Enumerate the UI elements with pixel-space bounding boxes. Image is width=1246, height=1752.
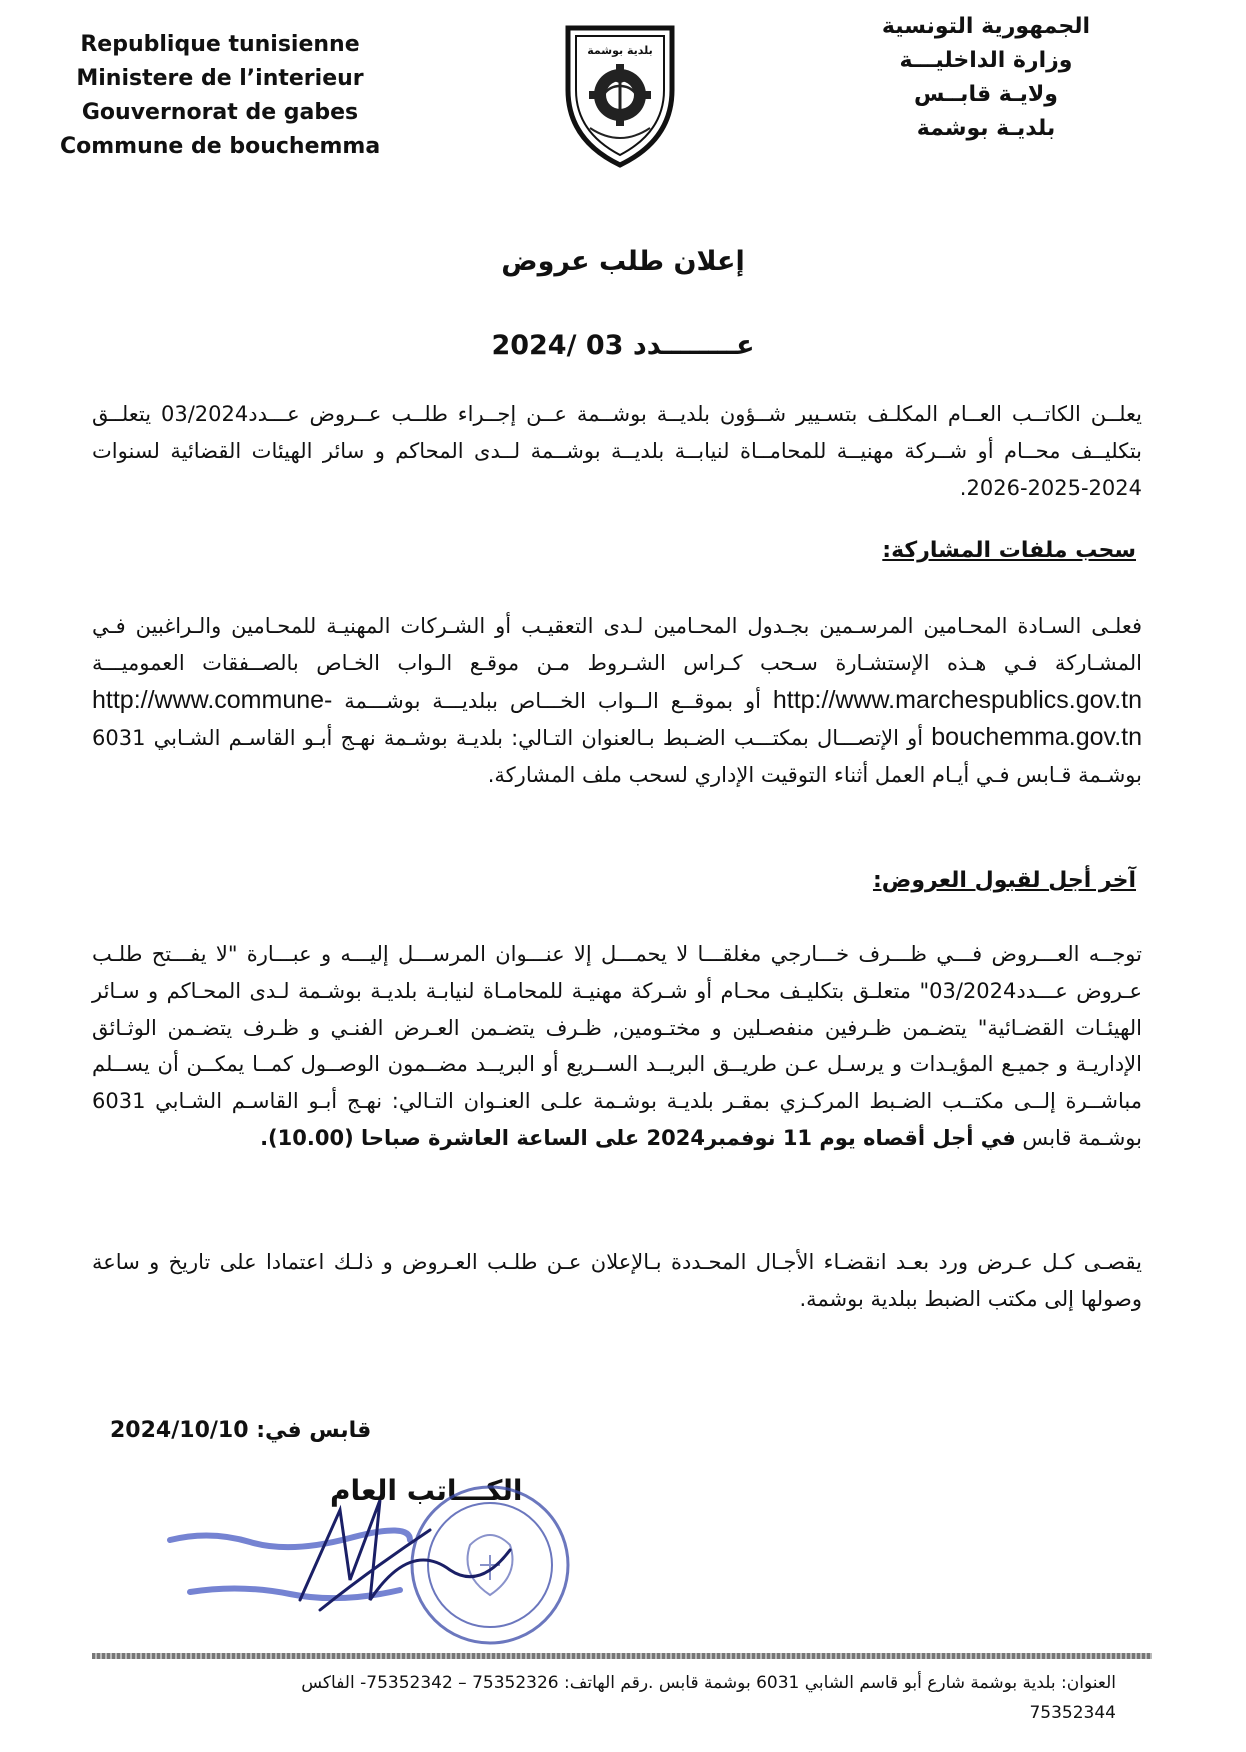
intro-paragraph: يعلــن الكاتــب العــام المكلـف بتسـيير شــؤون بلديــة بوشــمة عــن إجــراء طلــب عــروض عـــدد03/2024 يتعلــق بتكليــف محــام أو شــركة مهنيــة للمحامــاة لنيابــة بلديــة بوشــمة لــدى المحاكم و سائر الهيئات القضائية لسنوات 2024-2025-2026.	[92, 402, 1142, 500]
footer-address: العنوان: بلدية بوشمة شارع أبو قاسم الشابي 6031 بوشمة قابس .رقم الهاتف: 75352326 – 75352342- الفاكس	[301, 1673, 1116, 1693]
header-french	[60, 28, 380, 164]
municipality-emblem-logo	[560, 20, 680, 170]
header-ar-line: وزارة الداخليـــة	[899, 48, 1073, 73]
section-heading-withdrawal: سحب ملفات المشاركة:	[882, 538, 1136, 563]
commune-website-link[interactable]: http://www.commune-bouchemma.gov.tn	[92, 685, 1142, 752]
header-fr-line: Commune de bouchemma	[60, 134, 381, 159]
withdrawal-paragraph	[92, 608, 1142, 794]
header-ar-line: بلديـة بوشمة	[916, 116, 1056, 141]
header-fr-line: Gouvernorat de gabes	[81, 100, 359, 125]
footer-fax: 75352344	[1029, 1703, 1116, 1723]
deadline-text: توجــه العـــروض فـــي ظـــرف خـــارجي مغلقـــا لا يحمـــل إلا عنـــوان المرســـل إليـــه و عبـــارة "لا يفـــتح طلـب عـروض عـــدد03/2024" متعلـق بتكليـف محـام أو شـركة مهنيـة للمحامـاة لنيابـة بلديـة بوشـمة لـدى المحـاكم و سـائر الهيئـات القضـائية" يتضـمن ظـرفين منفصـلين و مختـومين, ظـرف يتضـمن العـرض الفنـي و ظـرف يتضـمن الوثـائق الإداريـة و جميـع المؤيـدات و يرسـل عـن طريــق البريــد الســريع أو البريــد مضــمون الوصــول كمــا يمكــن أن يســلم مباشــرة إلــى مكتــب الضـبط المركـزي بمقـر بلديـة بوشـمة علـى العنـوان التـالي: نهـج أبـو القاسـم الشـابي 6031 بوشـمة قابس	[92, 942, 1142, 1150]
footer-divider	[92, 1653, 1152, 1659]
header-arabic	[836, 10, 1136, 146]
withdrawal-text: أو الإتصـــال بمكتـــب الضـبط بـالعنوان التـالي: بلديـة بوشـمة نهـج أبـو القاسـم الشـابي 6031 بوشـمة قـابس فـي أيـام العمل أثناء التوقيت الإداري لسحب ملف المشاركة.	[92, 726, 1142, 788]
closing-paragraph: يقصـى كـل عـرض ورد بعـد انقضـاء الأجـال المحـددة بـالإعلان عـن طلـب العـروض و ذلـك اعتمادا على تاريخ و ساعة وصولها إلى مكتب الضبط ببلدية بوشمة.	[92, 1250, 1142, 1311]
deadline-paragraph	[92, 936, 1142, 1157]
withdrawal-text: أو بموقــع الــواب الخـــاص ببلديـــة بوشـــمة	[344, 688, 761, 713]
document-title: إعلان طلب عروض	[501, 246, 745, 277]
withdrawal-text: فعلـى السـادة المحـامين المرسـمين بجـدول المحـامين لـدى التعقيـب أو الشـركات المهنيـة للمحـامين والـراغبين فـي المشـاركة فـي هـذه الإستشـارة سـحب كـراس الشـروط مـن موقـع الـواب الخـاص بالصــفقات العموميـــة	[92, 614, 1142, 675]
logo-label: بلدية بوشمة	[587, 44, 653, 57]
place-and-date: قابس في: 2024/10/10	[110, 1418, 372, 1443]
header-fr-line: Republique tunisienne	[80, 32, 360, 57]
marchespublics-link[interactable]: http://www.marchespublics.gov.tn	[772, 685, 1142, 714]
header-fr-line: Ministere de l’interieur	[76, 66, 364, 91]
handwritten-signature	[300, 1500, 510, 1610]
header-ar-line: ولايـة قابــس	[914, 82, 1058, 107]
section-heading-deadline: آخر أجل لقبول العروض:	[872, 868, 1136, 893]
signer-title: الكـــاتب العام	[330, 1474, 523, 1507]
signature-and-stamp	[150, 1480, 650, 1650]
header-ar-line: الجمهورية التونسية	[881, 14, 1091, 39]
tender-number: عــــــــدد 03 /2024	[491, 330, 755, 361]
official-stamp	[412, 1487, 568, 1643]
deadline-date: في أجل أقصاه يوم 11 نوفمبر2024 على الساعة العاشرة صباحا (10.00).	[260, 1125, 1016, 1150]
